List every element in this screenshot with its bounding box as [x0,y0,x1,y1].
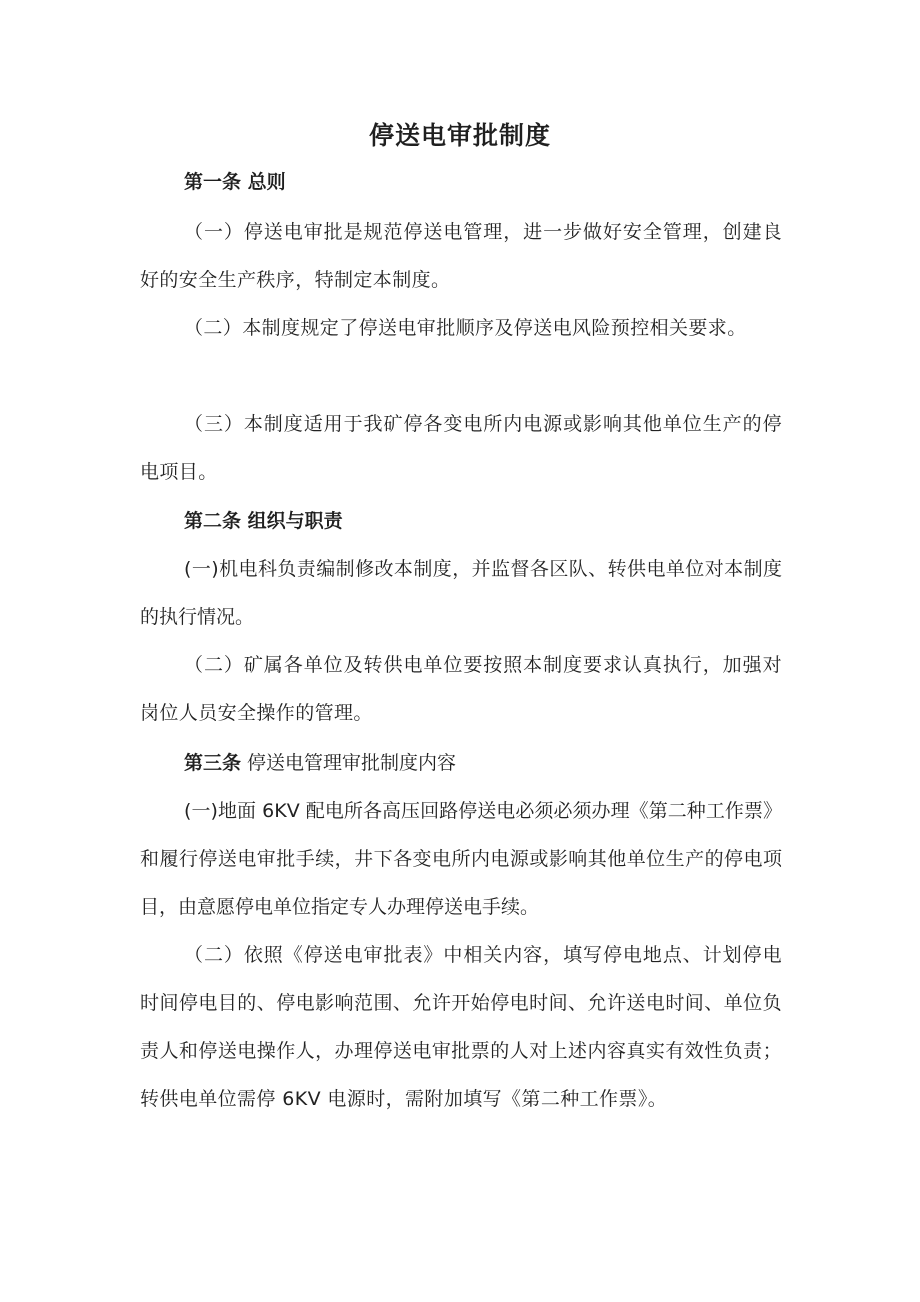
paragraph-1-3: （三）本制度适用于我矿停各变电所内电源或影响其他单位生产的停电项目。 [140,413,782,483]
section-heading-3 [184,749,456,777]
paragraph-1-1: （一）停送电审批是规范停送电管理，进一步做好安全管理，创建良好的安全生产秩序，特制定本制度。 [140,221,782,291]
paragraph-2-1: (一)机电科负责编制修改本制度，并监督各区队、转供电单位对本制度的执行情况。 [140,558,782,628]
section-heading-3-number: 第三条 [184,752,242,774]
paragraph-3-1: (一)地面 6KV 配电所各高压回路停送电必须必须办理《第二种工作票》和履行停送电审批手续，井下各变电所内电源或影响其他单位生产的停电项目，由意愿停电单位指定专人办理停送电手续。 [140,800,782,918]
section-heading-1: 第一条 总则 [184,171,286,193]
paragraph-2-2: （二）矿属各单位及转供电单位要按照本制度要求认真执行，加强对岗位人员安全操作的管理。 [140,654,782,724]
paragraph-1-2: （二）本制度规定了停送电审批顺序及停送电风险预控相关要求。 [184,317,747,339]
document-title: 停送电审批制度 [368,121,551,150]
section-heading-3-text: 停送电管理审批制度内容 [241,752,457,774]
section-heading-2: 第二条 组织与职责 [184,510,343,532]
paragraph-3-2: （二）依照《停送电审批表》中相关内容，填写停电地点、计划停电时间停电目的、停电影响范围、允许开始停电时间、允许送电时间、单位负责人和停送电操作人，办理停送电审批票的人对上述内容真实有效性负责；转供电单位需停 6KV 电源时，需附加填写《第二种工作票》。 [140,944,782,1110]
